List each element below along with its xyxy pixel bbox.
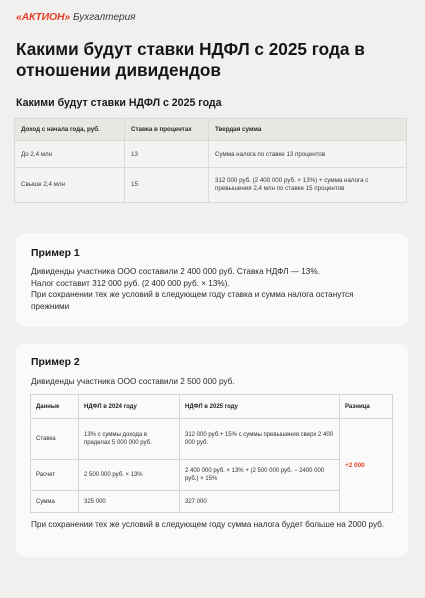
example-2-conclusion: При сохранении тех же условий в следующем году сумма налога будет больше на 2000 руб. (31, 520, 385, 529)
table-cell: Свыше 2,4 млн (15, 168, 125, 203)
section-title: Какими будут ставки НДФЛ с 2025 года (16, 97, 222, 109)
brand-subtitle: Бухгалтерия (72, 11, 136, 23)
table-cell: Сумма налога по ставке 13 процентов (209, 141, 407, 168)
table-cell: Сумма (31, 491, 79, 513)
example-1-card (16, 233, 408, 327)
example-1-line: При сохранении тех же условий в следующем году ставка и сумма налога останутся прежними (31, 290, 354, 311)
table-cell: 325 000 (79, 491, 180, 513)
table-row (31, 419, 393, 460)
table-cell: Расчет (31, 460, 79, 491)
example-2-table (30, 394, 393, 513)
table-cell: До 2,4 млн (15, 141, 125, 168)
example-2-card (16, 344, 408, 557)
column-header-rate: Ставка в процентах (125, 119, 209, 141)
table-cell: 312 000 руб.+ 15% с суммы превышения сверх 2 400 000 руб. (180, 419, 340, 460)
column-header-fixed-sum: Твердая сумма (209, 119, 407, 141)
column-header-data: Данные (31, 395, 79, 419)
table-cell: 13% с суммы дохода в пределах 5 000 000 руб. (79, 419, 180, 460)
table-cell: 2 400 000 руб. × 13% + (2 500 000 руб. − 2400 000 руб.) × 15% (180, 460, 340, 491)
example-2-title: Пример 2 (31, 357, 80, 368)
example-1-line: Налог составит 312 000 руб. (2 400 000 руб. × 13%). (31, 278, 230, 288)
table-row (15, 141, 407, 168)
table-row (31, 460, 393, 491)
brand-name: «АКТИОН» (16, 11, 70, 23)
table-cell: 327 000 (180, 491, 340, 513)
example-2-intro: Дивиденды участника ООО составили 2 500 000 руб. (31, 377, 235, 386)
column-header-2025: НДФЛ в 2025 году (180, 395, 340, 419)
table-cell: 13 (125, 141, 209, 168)
table-row (31, 491, 393, 513)
table-header-row (31, 395, 393, 419)
rates-table (14, 118, 407, 203)
table-cell: 15 (125, 168, 209, 203)
brand-logo (16, 11, 136, 23)
column-header-income: Доход с начала года, руб. (15, 119, 125, 141)
page-title: Какими будут ставки НДФЛ с 2025 года в отношении дивидендов (16, 39, 365, 80)
table-header-row (15, 119, 407, 141)
table-cell: 2 500 000 руб. × 13% (79, 460, 180, 491)
table-cell: Ставка (31, 419, 79, 460)
table-cell: 312 000 руб. (2 400 000 руб. × 13%) + сумма налога с превышения 2,4 млн по ставке 15 процентов (209, 168, 407, 203)
example-1-title: Пример 1 (31, 248, 80, 259)
example-1-line: Дивиденды участника ООО составили 2 400 000 руб. Ставка НДФЛ — 13%. (31, 267, 320, 276)
column-header-2024: НДФЛ в 2024 году (79, 395, 180, 419)
difference-value: +2 000 (340, 419, 393, 513)
example-1-text (31, 266, 386, 312)
table-row (15, 168, 407, 203)
column-header-difference: Разница (340, 395, 393, 419)
